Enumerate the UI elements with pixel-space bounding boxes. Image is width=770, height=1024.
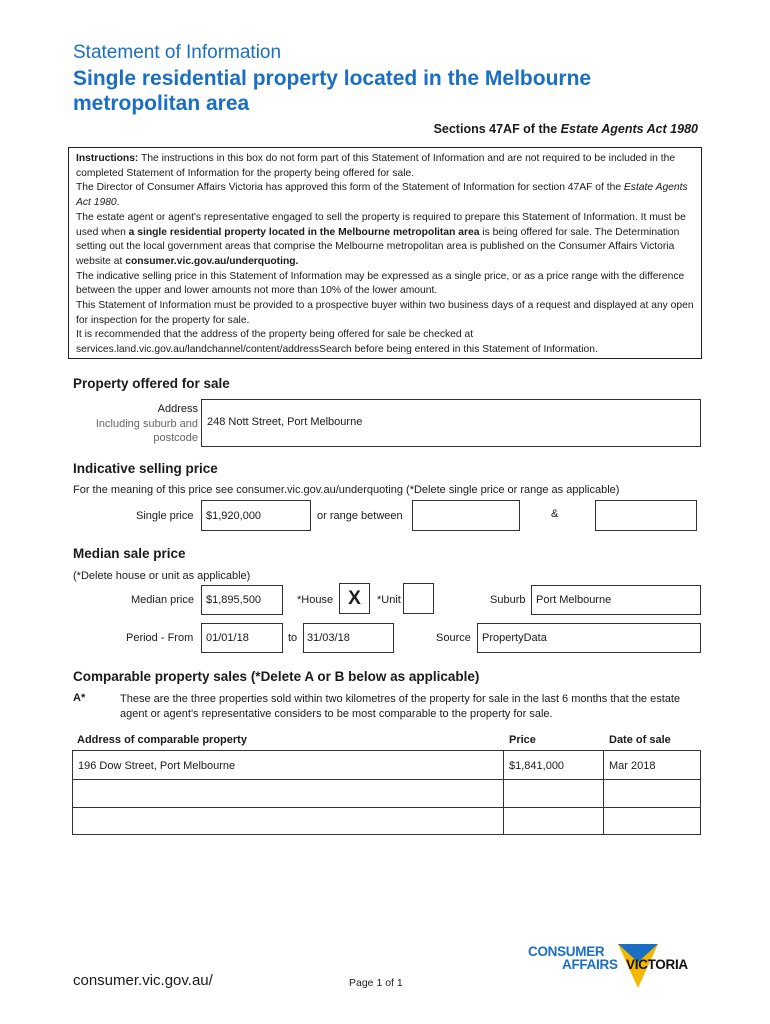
address-label-line3: postcode (153, 432, 198, 444)
table-cell-date[interactable] (603, 779, 701, 808)
option-a-label: A* (73, 692, 86, 704)
address-value: 248 Nott Street, Port Melbourne (207, 416, 363, 428)
instructions-paragraph-5: This Statement of Information must be provided to a prospective buyer within two business days of a request and displayed at any open for inspection for the property for sale. (76, 300, 694, 326)
sections-act: Estate Agents Act 1980 (560, 122, 698, 136)
instructions-p3-b: is being offered for sale. The Determination setting out the local government areas that comprise the Melbourne metropolitan area is published on the Consumer Affairs Victoria website at (76, 226, 680, 267)
option-a-text: These are the three properties sold within two kilometres of the property for sale in the last 6 months that the estate agent or agent's representative considers to be most comparable to the property for sale. (120, 693, 681, 720)
period-to-label: to (288, 632, 298, 644)
instructions-p3-a: The estate agent or agent's representative engaged to sell the property is required to prepare this Statement of Information. It must be used when (76, 211, 686, 238)
document-label: Statement of Information (73, 42, 282, 63)
range-label: or range between (317, 510, 403, 522)
address-label-line1: Address (157, 403, 198, 415)
logo-text-victoria: VICTORIA (626, 957, 688, 972)
period-from-field[interactable] (201, 623, 283, 653)
suburb-label: Suburb (490, 594, 526, 606)
indicative-heading: Indicative selling price (73, 461, 218, 476)
table-cell-date[interactable] (603, 807, 701, 835)
instructions-paragraph-3 (76, 211, 694, 270)
table-cell-address[interactable]: 196 Dow Street, Port Melbourne (72, 750, 504, 780)
instructions-p3-url: consumer.vic.gov.au/underquoting. (125, 255, 299, 267)
table-cell-date[interactable]: Mar 2018 (603, 750, 701, 780)
instructions-p1-text: The instructions in this box do not form part of this Statement of Information and are not required to be included in the completed Statement of Information for the property being offered for sale. (76, 153, 676, 179)
source-label: Source (436, 632, 471, 644)
house-mark: X (348, 588, 361, 609)
logo-text-consumer: CONSUMER (528, 944, 605, 959)
sections-reference (434, 122, 698, 136)
comparable-heading: Comparable property sales (*Delete A or B below as applicable) (73, 669, 480, 684)
median-price-value: $1,895,500 (206, 594, 262, 606)
logo-text-affairs: AFFAIRS (562, 957, 618, 972)
page-number: Page 1 of 1 (349, 977, 403, 989)
table-cell-address[interactable] (72, 807, 504, 835)
document-title: Single residential property located in the Melbourne metropolitan area (73, 67, 592, 115)
instructions-p3-bold: a single residential property located in the Melbourne metropolitan area (128, 226, 480, 238)
range-low-field[interactable] (412, 500, 520, 531)
source-value: PropertyData (482, 632, 547, 644)
instructions-p2-end: . (116, 197, 120, 209)
single-price-field[interactable] (201, 500, 311, 531)
median-heading: Median sale price (73, 546, 186, 561)
period-from-label: Period - From (126, 632, 194, 644)
indicative-note: For the meaning of this price see consumer.vic.gov.au/underquoting (*Delete single price or range as applicable) (73, 484, 620, 496)
column-header-date: Date of sale (609, 734, 671, 746)
house-checkbox[interactable] (339, 583, 370, 614)
house-label: *House (297, 594, 334, 606)
instructions-paragraph-1 (76, 152, 694, 181)
median-price-label: Median price (131, 594, 194, 606)
column-header-address: Address of comparable property (77, 734, 247, 746)
single-price-label: Single price (136, 510, 194, 522)
consumer-affairs-logo (528, 944, 703, 989)
period-to-value: 31/03/18 (307, 632, 350, 644)
period-to-field[interactable] (303, 623, 394, 653)
table-cell-price[interactable]: $1,841,000 (503, 750, 604, 780)
table-cell-price[interactable] (503, 779, 604, 808)
property-heading: Property offered for sale (73, 376, 230, 391)
instructions-p2-text: The Director of Consumer Affairs Victoria has approved this form of the Statement of Information for section 47AF of the (76, 182, 624, 194)
unit-checkbox[interactable] (403, 583, 434, 614)
address-label (68, 402, 198, 446)
table-cell-address[interactable] (72, 779, 504, 808)
unit-label: *Unit (377, 594, 401, 606)
table-cell-price[interactable] (503, 807, 604, 835)
median-price-field[interactable] (201, 585, 283, 615)
range-high-field[interactable] (595, 500, 697, 531)
instructions-paragraph-4: The indicative selling price in this Statement of Information may be expressed as a single price, or as a price range with the difference between the upper and lower amounts not more than 10% of the lower amount. (76, 270, 685, 297)
instructions-paragraph-6: It is recommended that the address of the property being offered for sale be checked at services.land.vic.gov.au/landchannel/content/addressSearch before being entered in this Statement of Information. (76, 329, 598, 356)
address-label-line2: Including suburb and (95, 417, 198, 430)
source-field[interactable] (477, 623, 701, 653)
single-price-value: $1,920,000 (206, 510, 262, 522)
sections-prefix: Sections 47AF of the (433, 122, 561, 136)
period-from-value: 01/01/18 (206, 632, 249, 644)
instructions-paragraph-2 (76, 181, 694, 210)
instructions-heading: Instructions: (76, 153, 139, 164)
suburb-value: Port Melbourne (536, 594, 612, 606)
address-field[interactable] (201, 399, 701, 447)
suburb-field[interactable] (531, 585, 701, 615)
instructions-p2-act: Estate Agents Act 1980 (76, 182, 688, 209)
range-ampersand: & (551, 508, 559, 520)
median-note: (*Delete house or unit as applicable) (73, 570, 251, 582)
footer-url[interactable]: consumer.vic.gov.au/ (73, 972, 213, 989)
instructions-box (68, 147, 702, 359)
column-header-price: Price (509, 734, 536, 746)
